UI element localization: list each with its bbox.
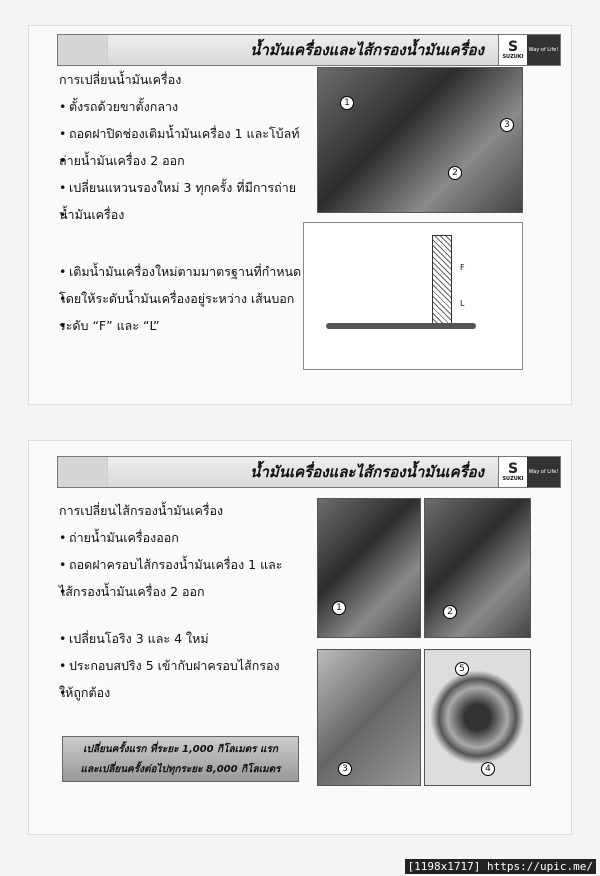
callout: 3 (338, 762, 352, 776)
callout: 2 (443, 605, 457, 619)
section-heading: การเปลี่ยนน้ำมันเครื่อง (59, 72, 182, 87)
bullet: • ตั้งรถด้วยขาตั้งกลาง (59, 93, 319, 120)
filter-cover-photo (317, 498, 421, 638)
bullet-cont: • น้ำมันเครื่อง (59, 201, 319, 228)
bullet: • ถอดฝาปิดช่องเติมน้ำมันเครื่อง 1 และโบ้ลท์ (59, 120, 319, 147)
slide-text (59, 66, 319, 339)
bullet-cont: • ให้ถูกต้อง (59, 679, 319, 706)
suzuki-logo: S SUZUKI Way of Life! (498, 457, 560, 487)
bullet: • ถอดฝาครอบไส้กรองน้ำมันเครื่อง 1 และ (59, 551, 319, 578)
faded-logo (58, 457, 108, 487)
callout: 4 (481, 762, 495, 776)
dipstick-zoom (432, 235, 452, 325)
callout: 1 (332, 601, 346, 615)
engine-photo (317, 67, 523, 213)
note-line: เปลี่ยนครั้งแรก ที่ระยะ 1,000 กิโลเมตร แรก (83, 744, 278, 755)
dipstick-diagram (303, 222, 523, 370)
bullet-cont: • ถ่ายน้ำมันเครื่อง 2 ออก (59, 147, 319, 174)
bullet-cont: • โดยให้ระดับน้ำมันเครื่องอยู่ระหว่าง เส้นบอก (59, 285, 319, 312)
bullet-cont: • ไส้กรองน้ำมันเครื่อง 2 ออก (59, 578, 319, 605)
note-line: และเปลี่ยนครั้งต่อไปทุกระยะ 8,000 กิโลเมตร (80, 764, 281, 775)
faded-logo (58, 35, 108, 65)
spring-photo (424, 649, 531, 786)
bullet: • ถ่ายน้ำมันเครื่องออก (59, 524, 319, 551)
callout: 5 (455, 662, 469, 676)
slide-header (57, 34, 561, 66)
dipstick (326, 323, 476, 329)
suzuki-logo: S SUZUKI Way of Life! (498, 35, 560, 65)
slide-filter-change (28, 440, 572, 835)
watermark: [1198x1717] https://upic.me/ (405, 859, 596, 874)
section-heading: การเปลี่ยนไส้กรองน้ำมันเครื่อง (59, 503, 224, 518)
bullet: • เติมน้ำมันเครื่องใหม่ตามมาตรฐานที่กำหนด (59, 258, 319, 285)
callout: 3 (500, 118, 514, 132)
bullet: • ประกอบสปริง 5 เข้ากับฝาครอบไส้กรอง (59, 652, 319, 679)
level-l: L (460, 299, 465, 308)
bullet-cont: • ระดับ “F” และ “L” (59, 312, 319, 339)
slide-header (57, 456, 561, 488)
slide-title: น้ำมันเครื่องและไส้กรองน้ำมันเครื่อง (250, 463, 484, 481)
oring-photo (317, 649, 421, 786)
interval-note (62, 736, 299, 782)
slide-oil-change (28, 25, 572, 405)
bullet: • เปลี่ยนแหวนรองใหม่ 3 ทุกครั้ง ที่มีการถ่าย (59, 174, 319, 201)
callout: 2 (448, 166, 462, 180)
slide-title: น้ำมันเครื่องและไส้กรองน้ำมันเครื่อง (250, 41, 484, 59)
filter-photo (424, 498, 531, 638)
slide-text (59, 497, 319, 706)
level-f: F (460, 263, 465, 272)
callout: 1 (340, 96, 354, 110)
bullet: • เปลี่ยนโอริง 3 และ 4 ใหม่ (59, 625, 319, 652)
